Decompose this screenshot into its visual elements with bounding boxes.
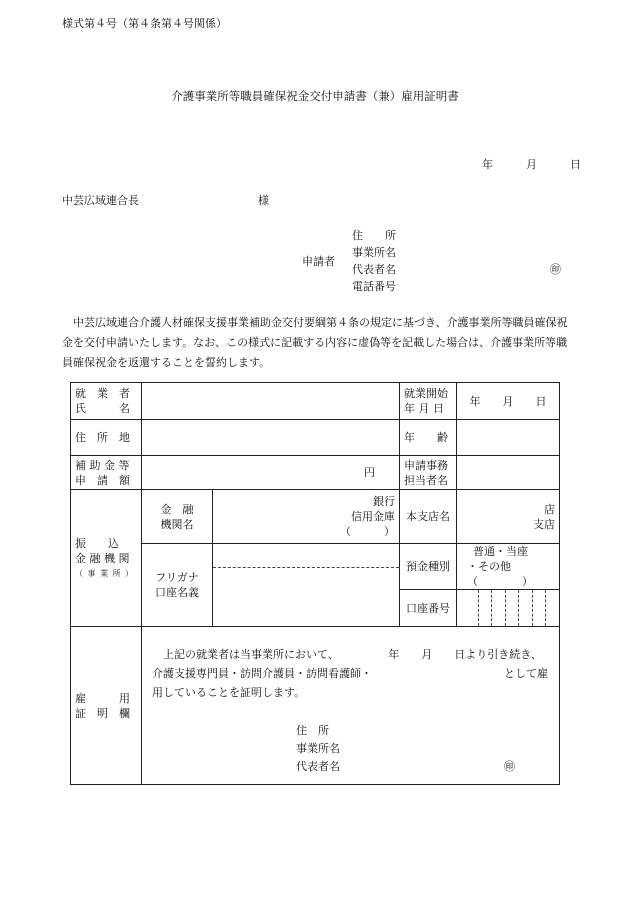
branch-label: 本支店名: [400, 490, 457, 544]
cert-office-label: 事業所名: [296, 742, 340, 755]
form-number: 様式第４号（第４条第４号関係）: [62, 17, 227, 30]
account-name-label: フリガナ 口座名義: [142, 544, 213, 627]
applicant-phone-label: 電話番号: [352, 280, 396, 293]
account-number-digits[interactable]: [465, 590, 559, 626]
institution-label: 金 融 機関名: [142, 490, 213, 544]
institution-paren: （ ）: [340, 525, 395, 538]
main-branch-suffix: 店: [544, 502, 555, 516]
addressee-name: 中芸広域連合長: [62, 194, 139, 207]
institution-field[interactable]: [213, 490, 400, 544]
start-date-field[interactable]: 年 月 日: [457, 383, 560, 420]
worker-name-field[interactable]: [142, 383, 400, 420]
account-number-field[interactable]: [457, 590, 560, 627]
bank-section-label: 振 込 金 融 機 関 （ 事 業 所 ）: [71, 490, 142, 627]
date-month: 月: [526, 158, 537, 171]
start-date-label: 就業開始 年 月 日: [400, 383, 457, 420]
certification-text: 上記の就業者は当事業所において、 年 月 日より引き続き、介護支援専門員・訪問介護員・訪問看護師・ として雇用していることを証明します。: [152, 648, 548, 699]
application-table: [70, 382, 560, 785]
employment-certification-field[interactable]: [142, 627, 560, 785]
date-year: 年: [482, 158, 493, 171]
applicant-office-label: 事業所名: [352, 246, 396, 259]
bank-suffix: 銀行: [373, 495, 395, 508]
cert-address-label: 住 所: [296, 724, 329, 737]
branch-field[interactable]: [457, 490, 560, 544]
date-day: 日: [570, 158, 581, 171]
applicant-representative-label: 代表者名: [352, 263, 396, 276]
age-field[interactable]: [457, 420, 560, 456]
address-label: 住 所 地: [71, 420, 142, 456]
cert-representative-label: 代表者名: [296, 760, 340, 773]
account-number-label: 口座番号: [400, 590, 457, 627]
account-type-options-2: ・その他（ ）: [467, 560, 533, 588]
address-field[interactable]: [142, 420, 400, 456]
furigana-row[interactable]: [213, 549, 399, 568]
applicant-seal-mark: ㊞: [550, 263, 561, 276]
document-title: 介護事業所等職員確保祝金交付申請書（兼）雇用証明書: [171, 89, 459, 103]
age-label: 年 齢: [400, 420, 457, 456]
cert-seal-mark: ㊞: [504, 760, 515, 773]
yen-unit: 円: [364, 466, 375, 479]
applicant-address-label: 住 所: [352, 229, 396, 242]
applicant-label: 申請者: [302, 255, 335, 268]
addressee-honorific: 様: [258, 194, 269, 207]
account-holder-row[interactable]: [213, 568, 399, 621]
subsidy-amount-field[interactable]: [142, 456, 400, 490]
contact-person-label: 申請事務 担当者名: [400, 456, 457, 490]
account-type-field[interactable]: [457, 544, 560, 590]
account-name-field[interactable]: [213, 544, 400, 627]
employment-certification-label: 雇 用 証 明 欄: [71, 627, 142, 785]
sub-branch-suffix: 支店: [533, 517, 555, 531]
account-type-label: 預金種別: [400, 544, 457, 590]
date-line: [482, 156, 581, 172]
contact-person-field[interactable]: [457, 456, 560, 490]
pledge-paragraph: 中芸広域連合介護人材確保支援事業補助金交付要綱第４条の規定に基づき、介護事業所等職員確保祝金を交付申請いたします。なお、この様式に記載する内容に虚偽等を記載した場合は、介護事業所等職員確保祝金を返還することを誓約します。: [62, 316, 568, 369]
worker-name-label: 就 業 者 氏 名: [71, 383, 142, 420]
subsidy-amount-label: 補 助 金 等 申 請 額: [71, 456, 142, 490]
account-type-options-1: 普通・当座: [473, 545, 528, 558]
credit-union-suffix: 信用金庫: [351, 510, 395, 523]
